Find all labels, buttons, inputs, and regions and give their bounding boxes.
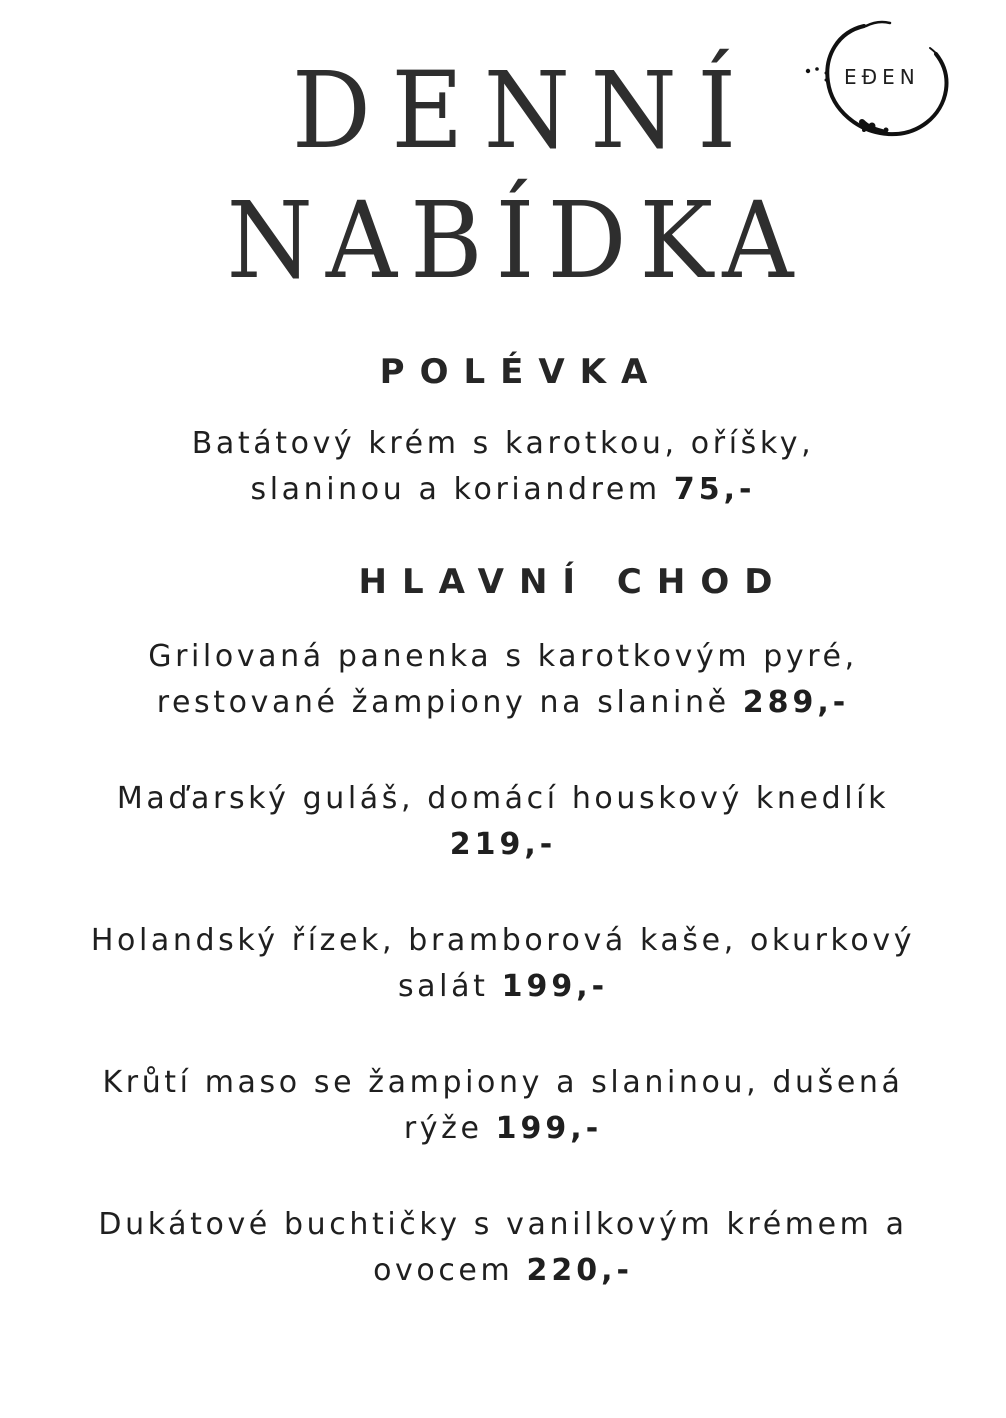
item-line-1: Krůtí maso se žampiony a slaninou, dušená xyxy=(102,1065,904,1100)
title-line-1: DENNÍ xyxy=(291,49,757,172)
logo-text: EĐEN xyxy=(844,65,920,89)
item-description: rýže xyxy=(403,1111,483,1146)
item-price: 199,- xyxy=(501,969,609,1004)
item-price: 219,- xyxy=(449,827,557,862)
item-line-1: Maďarský guláš, domácí houskový knedlík xyxy=(116,781,890,816)
item-line-2 xyxy=(40,1106,966,1152)
item-description: salát xyxy=(397,969,489,1004)
item-line-1: Batátový krém s karotkou, oříšky, xyxy=(191,426,815,461)
item-line-2 xyxy=(40,964,966,1010)
item-line-1: Grilovaná panenka s karotkovým pyré, xyxy=(148,639,858,674)
eden-logo xyxy=(802,18,952,144)
item-price: 220,- xyxy=(526,1253,633,1288)
menu-item-main-4 xyxy=(40,1060,966,1152)
menu-item-main-2 xyxy=(40,776,966,868)
item-price: 289,- xyxy=(742,685,850,720)
menu-item-soup xyxy=(40,421,966,513)
menu-item-main-5 xyxy=(40,1202,966,1294)
item-line-2 xyxy=(40,680,966,726)
item-line-1: Holandský řízek, bramborová kaše, okurkový xyxy=(90,923,916,958)
item-description: ovocem xyxy=(373,1253,514,1288)
section-heading-soup: POLÉVKA xyxy=(379,352,663,392)
item-description: slaninou a koriandrem xyxy=(250,472,661,507)
section-heading-main-course: HLAVNÍ CHOD xyxy=(358,562,788,602)
item-line-2 xyxy=(40,822,966,868)
item-description: restované žampiony na slanině xyxy=(156,685,730,720)
item-price: 199,- xyxy=(495,1111,603,1146)
title-line-2: NABÍDKA xyxy=(226,179,807,302)
menu-item-main-1 xyxy=(40,634,966,726)
item-line-2 xyxy=(40,1248,966,1294)
menu-item-main-3 xyxy=(40,918,966,1010)
item-price: 75,- xyxy=(673,472,756,507)
item-line-1: Dukátové buchtičky s vanilkovým krémem a xyxy=(98,1207,908,1242)
item-line-2 xyxy=(40,467,966,513)
